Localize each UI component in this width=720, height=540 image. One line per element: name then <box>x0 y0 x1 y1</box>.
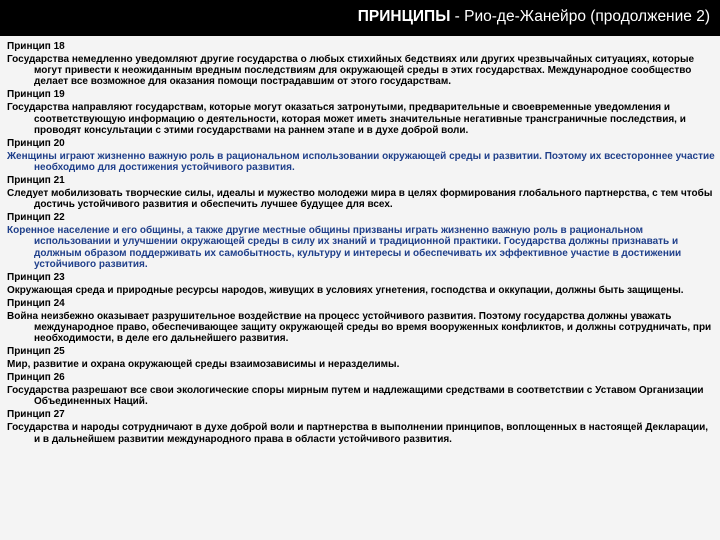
page-title-main: ПРИНЦИПЫ <box>357 8 451 25</box>
principle-21-text: Следует мобилизовать творческие силы, идеалы и мужество молодежи мира в целях формирования глобального партнерства, с тем чтобы достичь устойчивого развития и обеспечить лучшее будущее для всех. <box>7 188 713 211</box>
principle-24-label: Принцип 24 <box>7 297 65 309</box>
principle-26-label: Принцип 26 <box>7 372 65 384</box>
principle-21-label: Принцип 21 <box>7 175 65 187</box>
principles-list <box>7 41 715 447</box>
page-title <box>358 8 710 26</box>
principle-22-text: Коренное население и его общины, а также другие местные общины призваны играть жизненно важную роль в рациональном использовании и улучшении окружающей среды в силу их знаний и традиционной практики. Государства должны признавать и должным образом поддерживать их самобытность, культуру и интересы и обеспечивать их эффективное участие в достижении устойчивого развития. <box>7 225 682 270</box>
principle-27-label: Принцип 27 <box>7 409 65 421</box>
principle-19-text: Государства направляют государствам, которые могут оказаться затронутыми, предварительные и своевременные уведомления и соответствующую информацию о деятельности, которая может иметь значительные негативные трансграничные последствия, и проводят консультации с этими государствами на раннем этапе и в духе доброй воли. <box>7 102 686 136</box>
principle-20-text: Женщины играют жизненно важную роль в рациональном использовании окружающей среды и развитии. Поэтому их всестороннее участие необходимо для достижения устойчивого развития. <box>7 150 715 174</box>
principle-23-text: Окружающая среда и природные ресурсы народов, живущих в условиях угнетения, господства и оккупации, должны быть защищены. <box>7 284 684 296</box>
principle-26-text: Государства разрешают все свои экологические споры мирным путем и надлежащими средствами в соответствии с Уставом Организации Объединенных Наций. <box>7 385 704 408</box>
principle-20-label: Принцип 20 <box>7 137 65 149</box>
principle-19-label: Принцип 19 <box>7 89 65 101</box>
principle-23-label: Принцип 23 <box>7 271 65 283</box>
principle-25-text: Мир, развитие и охрана окружающей среды взаимозависимы и неразделимы. <box>7 359 400 371</box>
principle-24-text: Война неизбежно оказывает разрушительное воздействие на процесс устойчивого развития. Поэтому государства должны уважать международное право, обеспечивающее защиту окружающей среды во время вооруженных конфликтов, и должны сотрудничать, при необходимости, в деле его дальнейшего развития. <box>7 310 712 345</box>
principle-25-label: Принцип 25 <box>7 346 65 358</box>
principle-18-label: Принцип 18 <box>7 41 65 52</box>
principle-18-text: Государства немедленно уведомляют другие государства о любых стихийных бедствиях или других чрезвычайных ситуациях, которые могут привести к неожиданным вредным последствиям для окружающей среды в этих государствах. Международное сообщество делает все возможное для оказания помощи пострадавшим от этого государствам. <box>7 54 695 88</box>
page-title-subtitle: - Рио-де-Жанейро (продолжение 2) <box>450 8 710 25</box>
title-bar <box>0 0 720 36</box>
principle-22-label: Принцип 22 <box>7 212 65 224</box>
principle-27-text: Государства и народы сотрудничают в духе доброй воли и партнерства в выполнении принципов, воплощенных в настоящей Декларации, и в дальнейшем развитии международного права в области устойчивого развития. <box>7 422 709 445</box>
